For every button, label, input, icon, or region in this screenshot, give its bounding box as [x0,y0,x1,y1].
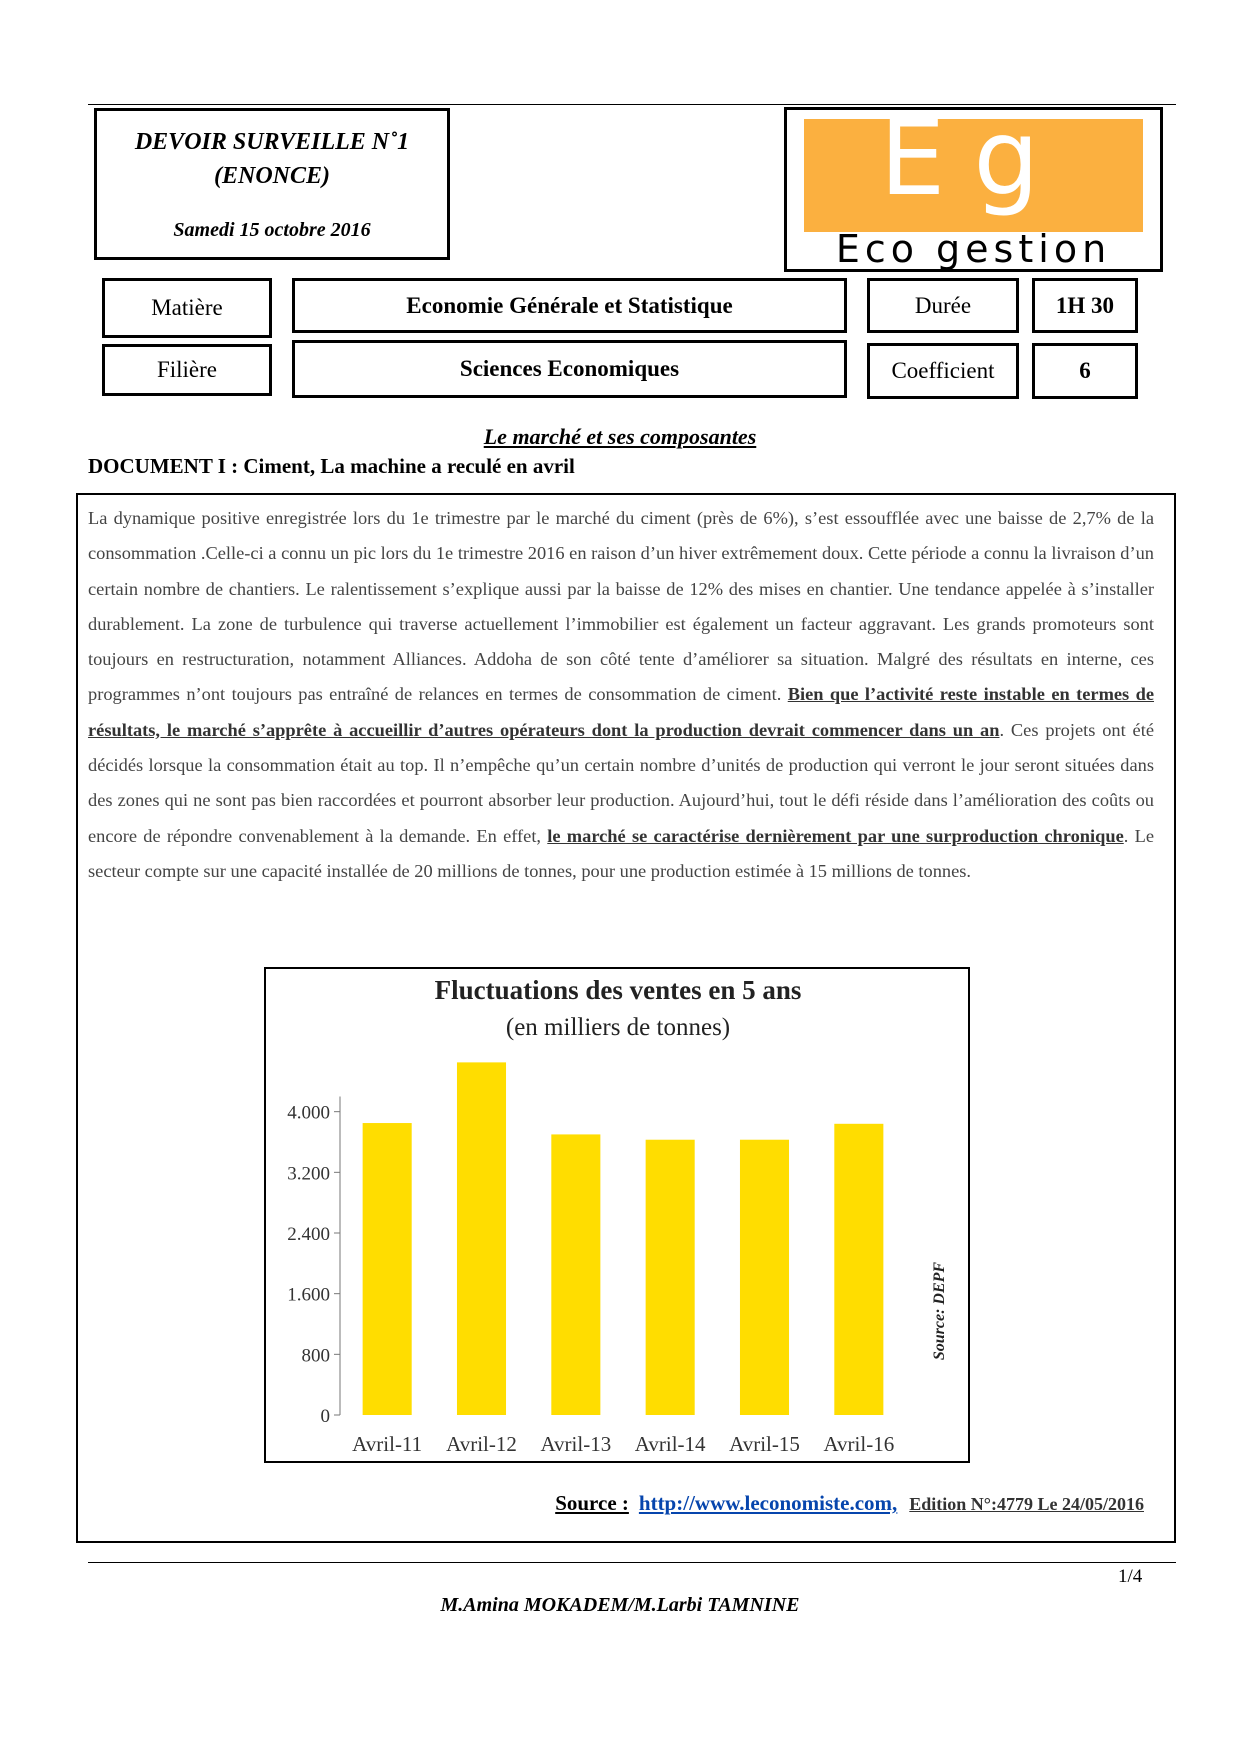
source-edition: Edition N°:4779 Le 24/05/2016 [909,1494,1144,1514]
text-part-2: . Ces projets ont été décidés lorsque la consommation était au top. Il n’empêche qu’un certain nombre d’unités de production qui verront le jour seront situées dans des zones qui ne sont pas bien raccordées et pourront absorber leur production. Aujourd’hui, tout le défi réside dans l’amélioration des coûts ou encore de répondre convenablement à la demande. En effet, [88,719,1154,846]
chart-subtitle: (en milliers de tonnes) [505,1014,731,1041]
eco-gestion-logo [784,97,1163,272]
y-tick-label: 0 [320,1406,330,1427]
matiere-label: Matière [102,278,272,338]
y-tick-label: 3.200 [287,1163,330,1185]
matiere-value: Economie Générale et Statistique [292,278,847,333]
duree-value: 1H 30 [1032,278,1138,333]
exam-title-box [94,108,450,260]
logo-badge [804,97,1143,232]
y-tick-label: 800 [301,1345,330,1367]
x-tick-label: Avril-11 [352,1432,423,1456]
duree-label: Durée [867,278,1019,333]
filiere-label: Filière [102,344,272,396]
chart-axis [287,1097,340,1428]
source-line [555,1491,1144,1516]
coefficient-value: 6 [1032,343,1138,399]
chart-bar [551,1134,600,1415]
document-box [76,493,1176,1543]
bottom-rule [88,1562,1176,1563]
y-tick-label: 2.400 [287,1224,330,1245]
chart-svg [266,969,968,1461]
chart-source-note: Source: DEPF [931,1261,948,1361]
chart-bar [363,1123,412,1415]
chart-bar [457,1062,506,1415]
logo-letters: Eg [879,97,1068,219]
underlined-passage-1: Bien que l’activité reste instable en termes de résultats, le marché s’apprête à accueillir d’autres opérateurs dont la production devrait commencer dans un an [88,684,1155,740]
exam-title: DEVOIR SURVEILLE N˚1 [134,129,410,155]
x-tick-label: Avril-12 [446,1432,517,1456]
x-tick-label: Avril-14 [634,1432,706,1456]
filiere-value: Sciences Economiques [292,340,847,398]
chart-title: Fluctuations des ventes en 5 ans [434,975,802,1005]
chart-bar [646,1140,695,1415]
chart-bars [352,1062,894,1456]
underlined-passage-2: le marché se caractérise dernièrement par une surproduction chronique [547,825,1124,846]
text-part-3: . Le secteur compte sur une capacité installée de 20 millions de tonnes, pour une production estimée à 15 millions de tonnes. [88,825,1154,881]
y-tick-label: 4.000 [287,1102,330,1124]
x-tick-label: Avril-16 [823,1432,895,1456]
x-tick-label: Avril-15 [729,1432,800,1456]
x-tick-label: Avril-13 [540,1432,612,1456]
chart-bar [834,1124,883,1415]
coefficient-label: Coefficient [867,343,1019,399]
source-label: Source : [555,1491,629,1515]
document-title: DOCUMENT I : Ciment, La machine a reculé en avril [88,454,575,478]
footer-authors: M.Amina MOKADEM/M.Larbi TAMNINE [440,1594,800,1616]
page-number: 1/4 [1118,1566,1143,1587]
logo-text: Eco gestion [835,227,1112,271]
exam-subtitle: (ENONCE) [213,163,330,189]
text-part-1: La dynamique positive enregistrée lors du 1e trimestre par le marché du ciment (près de 6%), s’est essoufflée avec une baisse de 2,7% de la consommation .Celle-ci a connu un pic lors du 1e trimestre 2016 en raison d’un hiver extrêmement doux. Cette période a connu la livraison d’un certain nombre de chantiers. Le ralentissement s’explique aussi par la baisse de 12% des mises en chantier. Une tendance appelée à s’installer durablement. La zone de turbulence qui traverse actuellement l’immobilier est également un facteur aggravant. Les grands promoteurs sont toujours en restructuration, notamment Alliances. Addoha de son côté tente d’améliorer sa situation. Malgré des résultats en interne, ces programmes n’ont toujours pas entraîné de relances en termes de consommation de ciment. [88,508,1154,705]
y-tick-label: 1.600 [287,1284,330,1306]
exam-date: Samedi 15 octobre 2016 [173,219,371,241]
document-text [88,501,1154,889]
section-title: Le marché et ses composantes [483,424,757,449]
sales-chart [264,967,970,1463]
chart-bar [740,1140,789,1415]
source-link[interactable]: http://www.leconomiste.com, [638,1491,898,1515]
